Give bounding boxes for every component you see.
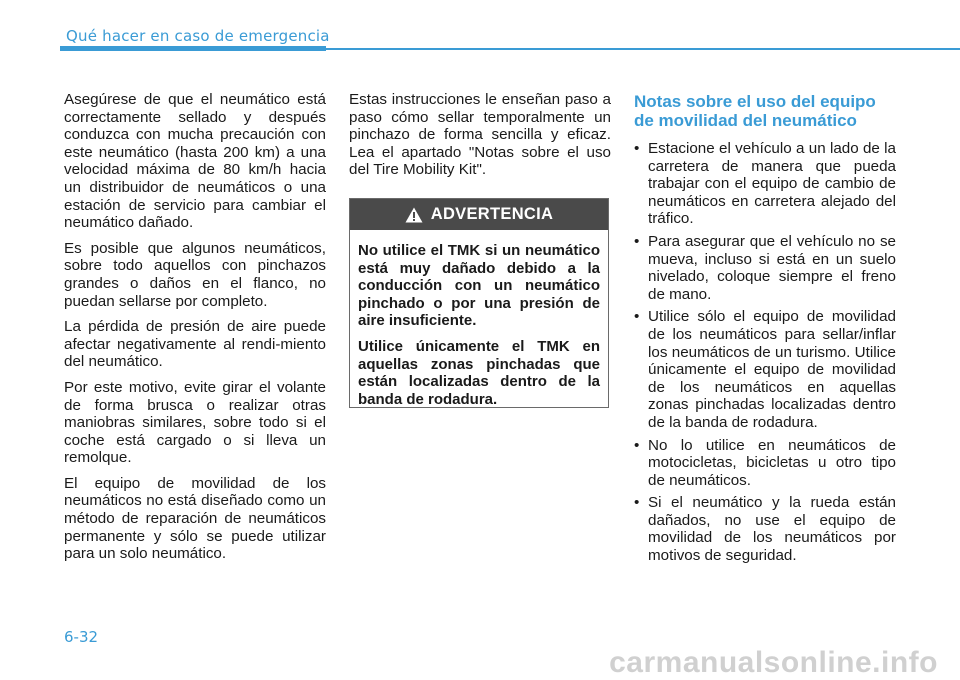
list-item: • Para asegurar que el vehículo no se mueva, incluso si está en un suelo nivelado, coloque siempre el freno de mano. (634, 232, 896, 303)
intro-paragraph: Estas instrucciones le enseñan paso a paso cómo sellar temporalmente un pinchazo de forma sencilla y eficaz. Lea el apartado "Notas sobre el uso del Tire Mobility Kit". (349, 91, 611, 179)
watermark: carmanualsonline.info (609, 646, 938, 679)
notes-list (634, 140, 896, 565)
list-item: • Utilice sólo el equipo de movilidad de los neumáticos para sellar/inflar los neumáticos de un turismo. Utilice únicamente el equipo de movilidad de los neumáticos en aquellas zonas pinchadas localizadas dentro de la banda de rodadura. (634, 308, 896, 431)
warning-body (350, 230, 608, 408)
warning-paragraph: No utilice el TMK si un neumático está muy dañado debido a la conducción con un neumático pinchado o por una presión de aire insuficiente. (358, 242, 600, 330)
section-header-title: Qué hacer en caso de emergencia (66, 27, 330, 45)
warning-paragraph: Utilice únicamente el TMK en aquellas zonas pinchadas que están localizadas dentro de la banda de rodadura. (358, 337, 600, 408)
list-item: • Estacione el vehículo a un lado de la carretera de manera que pueda trabajar con el equipo de cambio de neumáticos en carretera alejado del tráfico. (634, 140, 896, 228)
section-title: Notas sobre el uso del equipo de movilidad del neumático (634, 92, 876, 130)
warning-box (349, 198, 609, 408)
paragraph: La pérdida de presión de aire puede afectar negativamente al rendi-miento del neumático. (64, 318, 326, 371)
column-left (64, 91, 326, 571)
header-rule-accent (60, 46, 326, 51)
warning-title: ADVERTENCIA (430, 205, 554, 223)
paragraph: Asegúrese de que el neumático está correctamente sellado y después conduzca con mucha precaución con este neumático (hasta 200 km) a una velocidad máxima de 80 km/h hacia un distribuidor de neumáticos o una estación de servicio para cambiar el neumático dañado. (64, 91, 326, 232)
bullet-icon: • (634, 308, 640, 326)
list-item: • Si el neumático y la rueda están dañados, no use el equipo de movilidad de los neumáticos por motivos de seguridad. (634, 494, 896, 565)
warning-header (350, 199, 608, 230)
list-item: • No lo utilice en neumáticos de motocicletas, bicicletas u otro tipo de neumáticos. (634, 436, 896, 489)
page-number: 6-32 (64, 628, 99, 646)
bullet-icon: • (634, 436, 640, 454)
paragraph: El equipo de movilidad de los neumáticos no está diseñado como un método de reparación de neumáticos permanente y sólo se puede utilizar para un solo neumático. (64, 474, 326, 563)
warning-triangle-icon (405, 207, 423, 223)
bullet-icon: • (634, 494, 640, 512)
paragraph: Por este motivo, evite girar el volante de forma brusca o realizar otras maniobras similares, sobre todo si el coche está cargado o si lleva un remolque. (64, 378, 326, 467)
column-right (634, 91, 896, 570)
paragraph: Es posible que algunos neumáticos, sobre todo aquellos con pinchazos grandes o daños en el flanco, no puedan sellarse por completo. (64, 239, 326, 310)
bullet-icon: • (634, 140, 640, 157)
bullet-icon: • (634, 232, 640, 250)
column-middle (349, 91, 611, 187)
